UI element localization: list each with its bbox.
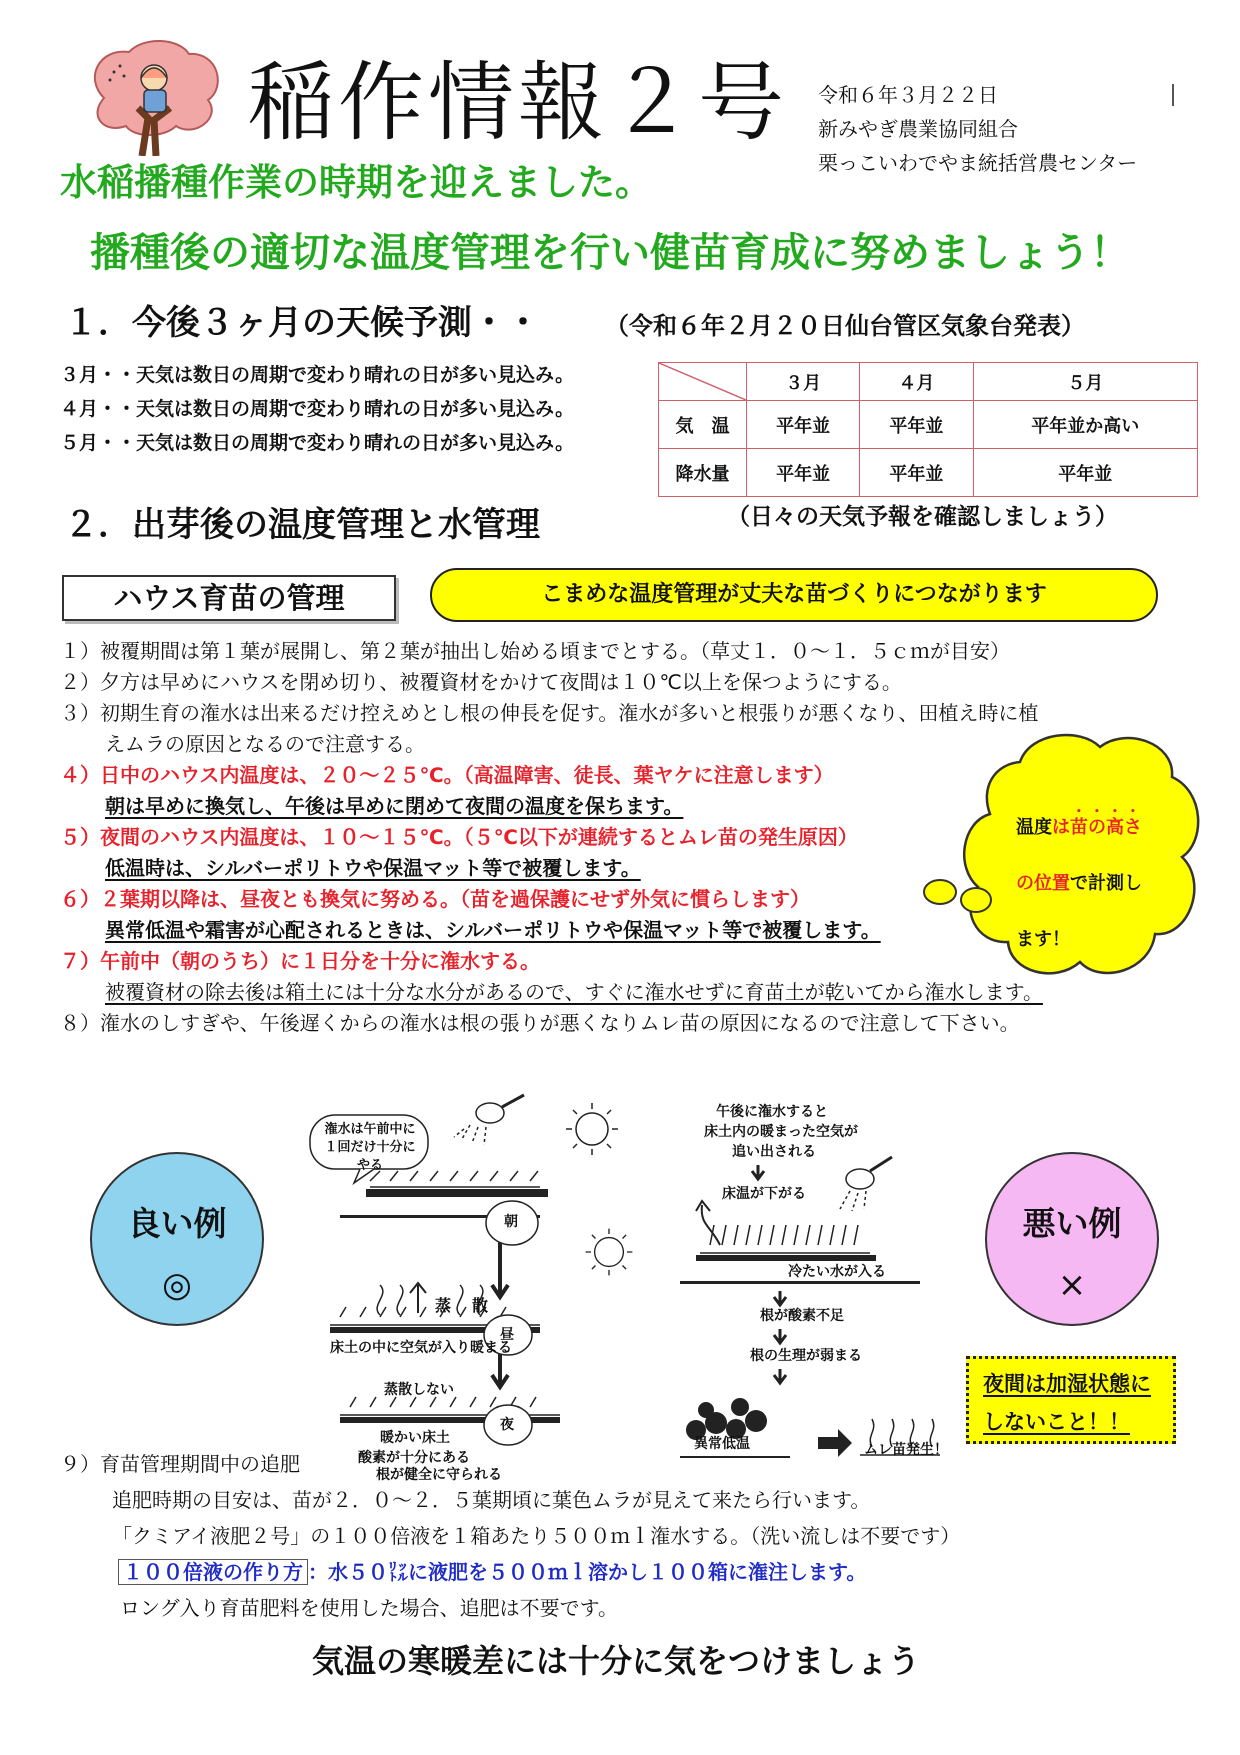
forecast-item: ３月・・天気は数日の周期で変わり晴れの日が多い見込み。 (60, 364, 575, 386)
list-item-cont: 異常低温や霜害が心配されるときは、シルバーポリトウや保温マット等で被覆します。 (105, 918, 881, 942)
illust-evap-1: 蒸 (435, 1296, 452, 1315)
organization: 新みやぎ農業協同組合 (818, 117, 1018, 141)
illust-evap-2: 散 (472, 1296, 489, 1315)
illust-morning: 朝 (504, 1214, 518, 1230)
fertilizer-line: 追肥時期の目安は、苗が２．０～２．５葉期頃に葉色ムラが見えて来たら行います。 (112, 1488, 871, 1512)
table-header-month: ３月 (747, 363, 860, 401)
divider (1172, 84, 1174, 106)
page-title: 稲作情報２号 (248, 53, 788, 153)
table-header-month: ４月 (860, 363, 973, 401)
watering-can-icon (450, 1089, 530, 1159)
table-cell: 平年並 (860, 449, 973, 497)
illust-bad-weak: 根の生理が弱まる (750, 1348, 862, 1364)
bad-example-symbol: × (1057, 1265, 1087, 1305)
good-example-symbol: ◎ (162, 1265, 192, 1305)
cloud-text-3: 苗の高さ (1070, 817, 1142, 838)
table-cell: 平年並 (973, 449, 1198, 497)
list-item-cont: えムラの原因となるので注意する。 (105, 732, 425, 756)
fertilizer-line: ロング入り育苗肥料を使用した場合、追肥は不要です。 (120, 1596, 618, 1620)
farmer-tree-icon (84, 38, 224, 156)
illust-bad-3: 追い出される (732, 1144, 816, 1160)
tip-banner: こまめな温度管理が丈夫な苗づくりにつながります (430, 568, 1158, 622)
illust-root: 根が健全に守られる (376, 1467, 502, 1483)
sun-icon (562, 1099, 622, 1159)
illust-night: 夜 (500, 1417, 514, 1433)
good-example-label: 良い例 (127, 1204, 227, 1243)
cloud-text-4: の位置 (1016, 873, 1070, 894)
illust-no-evap: 蒸散しない (384, 1382, 454, 1398)
cloud-text-5: で計測し (1070, 873, 1142, 894)
footer-message: 気温の寒暖差には十分に気をつけましょう (312, 1642, 921, 1680)
list-item-cont: 朝は早めに換気し、午後は早めに閉めて夜間の温度を保ちます。 (105, 794, 684, 818)
illust-noon: 昼 (500, 1327, 514, 1343)
forecast-list (60, 358, 574, 460)
table-cell: 平年並 (860, 401, 973, 449)
list-item: ４）日中のハウス内温度は、２０～２５℃。（高温障害、徒長、葉ヤケに注意します） (60, 763, 834, 787)
illust-air: 床土の中に空気が入り暖まる (330, 1340, 512, 1356)
thought-cloud-bubble (920, 872, 960, 912)
table-header-month: ５月 (973, 363, 1198, 401)
table-cell: 平年並 (747, 401, 860, 449)
fertilizer-line: 「クミアイ液肥２号」の１００倍液を１箱あたり５００ｍｌ潅水する。（洗い流しは不要です） (112, 1524, 961, 1548)
section-1-title: １．今後３ヶ月の天候予測・・ (64, 303, 540, 343)
warning-line-1: 夜間は加湿状態に (983, 1372, 1151, 1396)
bad-example-circle (985, 1152, 1159, 1326)
warning-line-2: しないこと！！ (983, 1410, 1130, 1434)
sun-icon (582, 1225, 636, 1279)
forecast-item: ４月・・天気は数日の周期で変わり晴れの日が多い見込み。 (60, 398, 575, 420)
illust-bad-2: 床土内の暖まった空気が (704, 1124, 858, 1140)
list-item-cont: 被覆資材の除去後は箱土には十分な水分があるので、すぐに潅水せずに育苗土が乾いてから潅水します。 (105, 980, 1043, 1004)
list-item-cont: 低温時は、シルバーポリトウや保温マット等で被覆します。 (105, 856, 641, 880)
issue-meta (818, 78, 1137, 180)
center-name: 栗っこいわでやま統括営農センター (818, 151, 1138, 175)
section-1-note: （令和６年２月２０日仙台管区気象台発表） (605, 312, 1085, 340)
list-item: １）被覆期間は第１葉が展開し、第２葉が抽出し始める頃までとする。（草丈１．０～１．５ｃｍが目安） (60, 639, 1010, 663)
cloud-text-2: は (1052, 817, 1070, 838)
house-label: ハウス育苗の管理 (62, 575, 396, 621)
illust-bad-cold: 異常低温 (694, 1436, 750, 1452)
thought-cloud-text (1016, 800, 1186, 968)
good-example-circle (90, 1152, 264, 1326)
cloud-text-6: ます！ (1016, 929, 1070, 950)
forecast-item: ５月・・天気は数日の周期で変わり晴れの日が多い見込み。 (60, 432, 575, 454)
warning-note (966, 1356, 1176, 1444)
table-corner (659, 363, 747, 401)
fertilizer-section (60, 1446, 960, 1626)
fertilizer-title: ９）育苗管理期間中の追肥 (60, 1452, 300, 1476)
list-item: ６）２葉期以降は、昼夜とも換気に努める。（苗を過保護にせず外気に慣らします） (60, 887, 810, 911)
headline-1: 水稲播種作業の時期を迎えました。 (60, 161, 652, 204)
illust-bubble-text: 潅水は午前中に１回だけ十分にやる (324, 1122, 416, 1173)
list-item: ７）午前中（朝のうち）に１日分を十分に潅水する。 (60, 949, 540, 973)
illust-warm: 暖かい床土 (380, 1430, 450, 1446)
illust-bad-mure: ムレ苗発生！ (864, 1442, 948, 1458)
table-row-label: 気 温 (659, 401, 747, 449)
list-item: ２）夕方は早めにハウスを閉め切り、被覆資材をかけて夜間は１０℃以上を保つようにする。 (60, 670, 902, 694)
section-2-title: ２．出芽後の温度管理と水管理 (64, 505, 540, 545)
cloud-text-1: 温度 (1016, 817, 1052, 838)
table-row-label: 降水量 (659, 449, 747, 497)
list-item: ５）夜間のハウス内温度は、１０～１５℃。（５℃以下が連続するとムレ苗の発生原因） (60, 825, 858, 849)
fertilizer-howto-label: １００倍液の作り方 (118, 1559, 308, 1585)
issue-date: 令和６年３月２２日 (818, 83, 998, 107)
illust-bad-1: 午後に潅水すると (716, 1104, 828, 1120)
illust-bad-cold-water: 冷たい水が入る (788, 1264, 886, 1280)
bad-example-illustration (660, 1085, 970, 1465)
headline-2: 播種後の適切な温度管理を行い健苗育成に努めましょう！ (90, 230, 1130, 276)
list-item: ８）潅水のしすぎや、午後遅くからの潅水は根の張りが悪くなりムレ苗の原因になるので注意して下さい。 (60, 1011, 1020, 1035)
table-cell: 平年並か高い (973, 401, 1198, 449)
good-example-illustration (300, 1085, 640, 1465)
table-cell: 平年並 (747, 449, 860, 497)
fertilizer-howto-text: ：水５０㍑に液肥を５００ｍｌ溶かし１００箱に潅注します。 (308, 1560, 867, 1584)
watering-can-icon (830, 1149, 910, 1219)
bad-example-label: 悪い例 (1022, 1204, 1122, 1243)
illust-bad-temp: 床温が下がる (722, 1186, 806, 1202)
list-item: ３）初期生育の潅水は出来るだけ控えめとし根の伸長を促す。潅水が多いと根張りが悪くなり、田植え時に植 (60, 701, 1039, 725)
weather-table (658, 362, 1198, 497)
illust-oxygen: 酸素が十分にある (358, 1450, 470, 1466)
illust-bad-no-oxygen: 根が酸素不足 (760, 1308, 844, 1324)
section-2-note: （日々の天気予報を確認しましょう） (727, 504, 1118, 530)
